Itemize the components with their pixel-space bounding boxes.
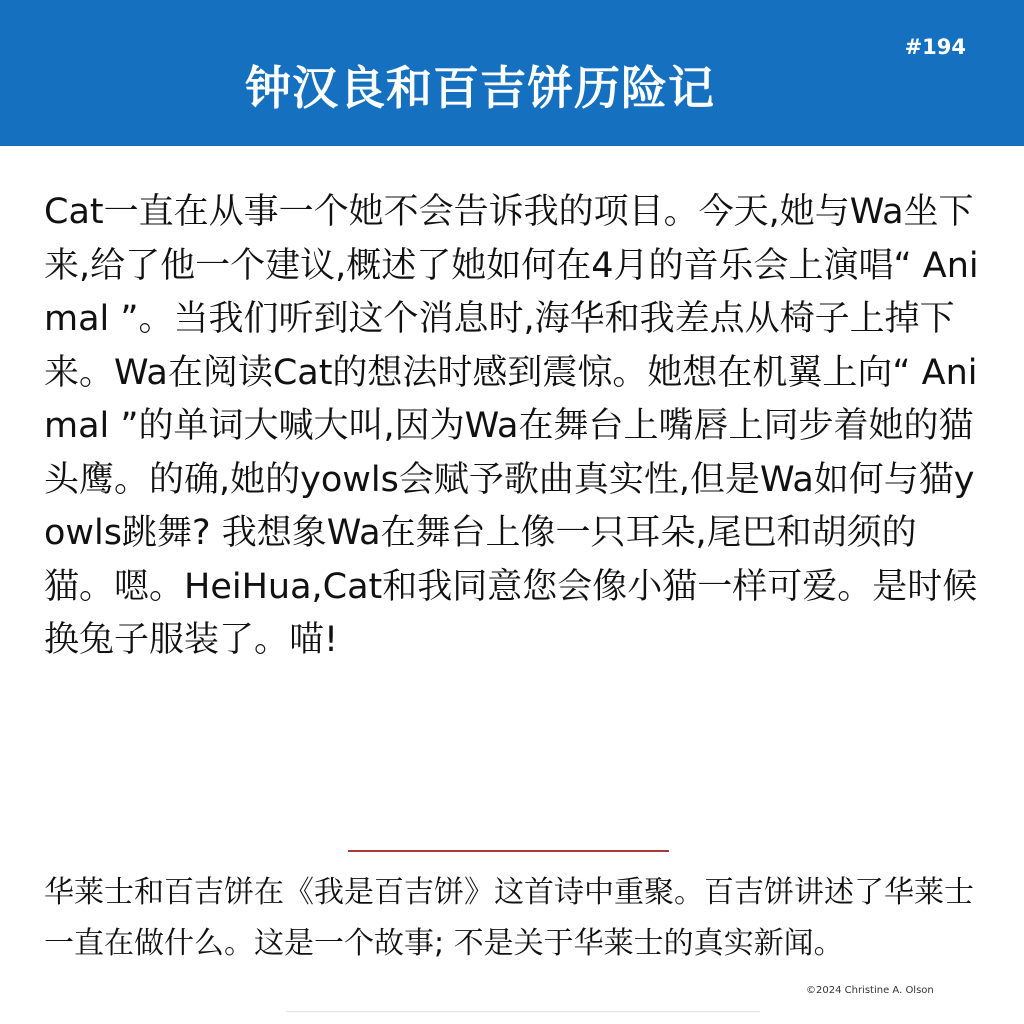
copyright-notice: ©2024 Christine A. Olson [806, 985, 934, 996]
story-paragraph: Cat一直在从事一个她不会告诉我的项目。今天,她与Wa坐下来,给了他一个建议,概述了她如何在4月的音乐会上演唱“ Animal ”。当我们听到这个消息时,海华和我差点从椅子上掉下来。Wa在阅读Cat的想法时感到震惊。她想在机翼上向“ Animal ”的单词大喊大叫,因为Wa在舞台上嘴唇上同步着她的猫头鹰。的确,她的yowls会赋予歌曲真实性,但是Wa如何与猫yowls跳舞? 我想象Wa在舞台上像一只耳朵,尾巴和胡须的猫。嗯。HeiHua,Cat和我同意您会像小猫一样可爱。是时候换兔子服装了。喵! [44, 192, 979, 660]
footnote-paragraph: 华莱士和百吉饼在《我是百吉饼》这首诗中重聚。百吉饼讲述了华莱士一直在做什么。这是一个故事; 不是关于华莱士的真实新闻。 [44, 875, 974, 961]
title-banner [0, 0, 1024, 146]
page-title: 钟汉良和百吉饼历险记 [245, 61, 715, 115]
bottom-divider [286, 1011, 760, 1012]
section-divider [348, 850, 669, 852]
episode-number: #194 [904, 35, 966, 59]
